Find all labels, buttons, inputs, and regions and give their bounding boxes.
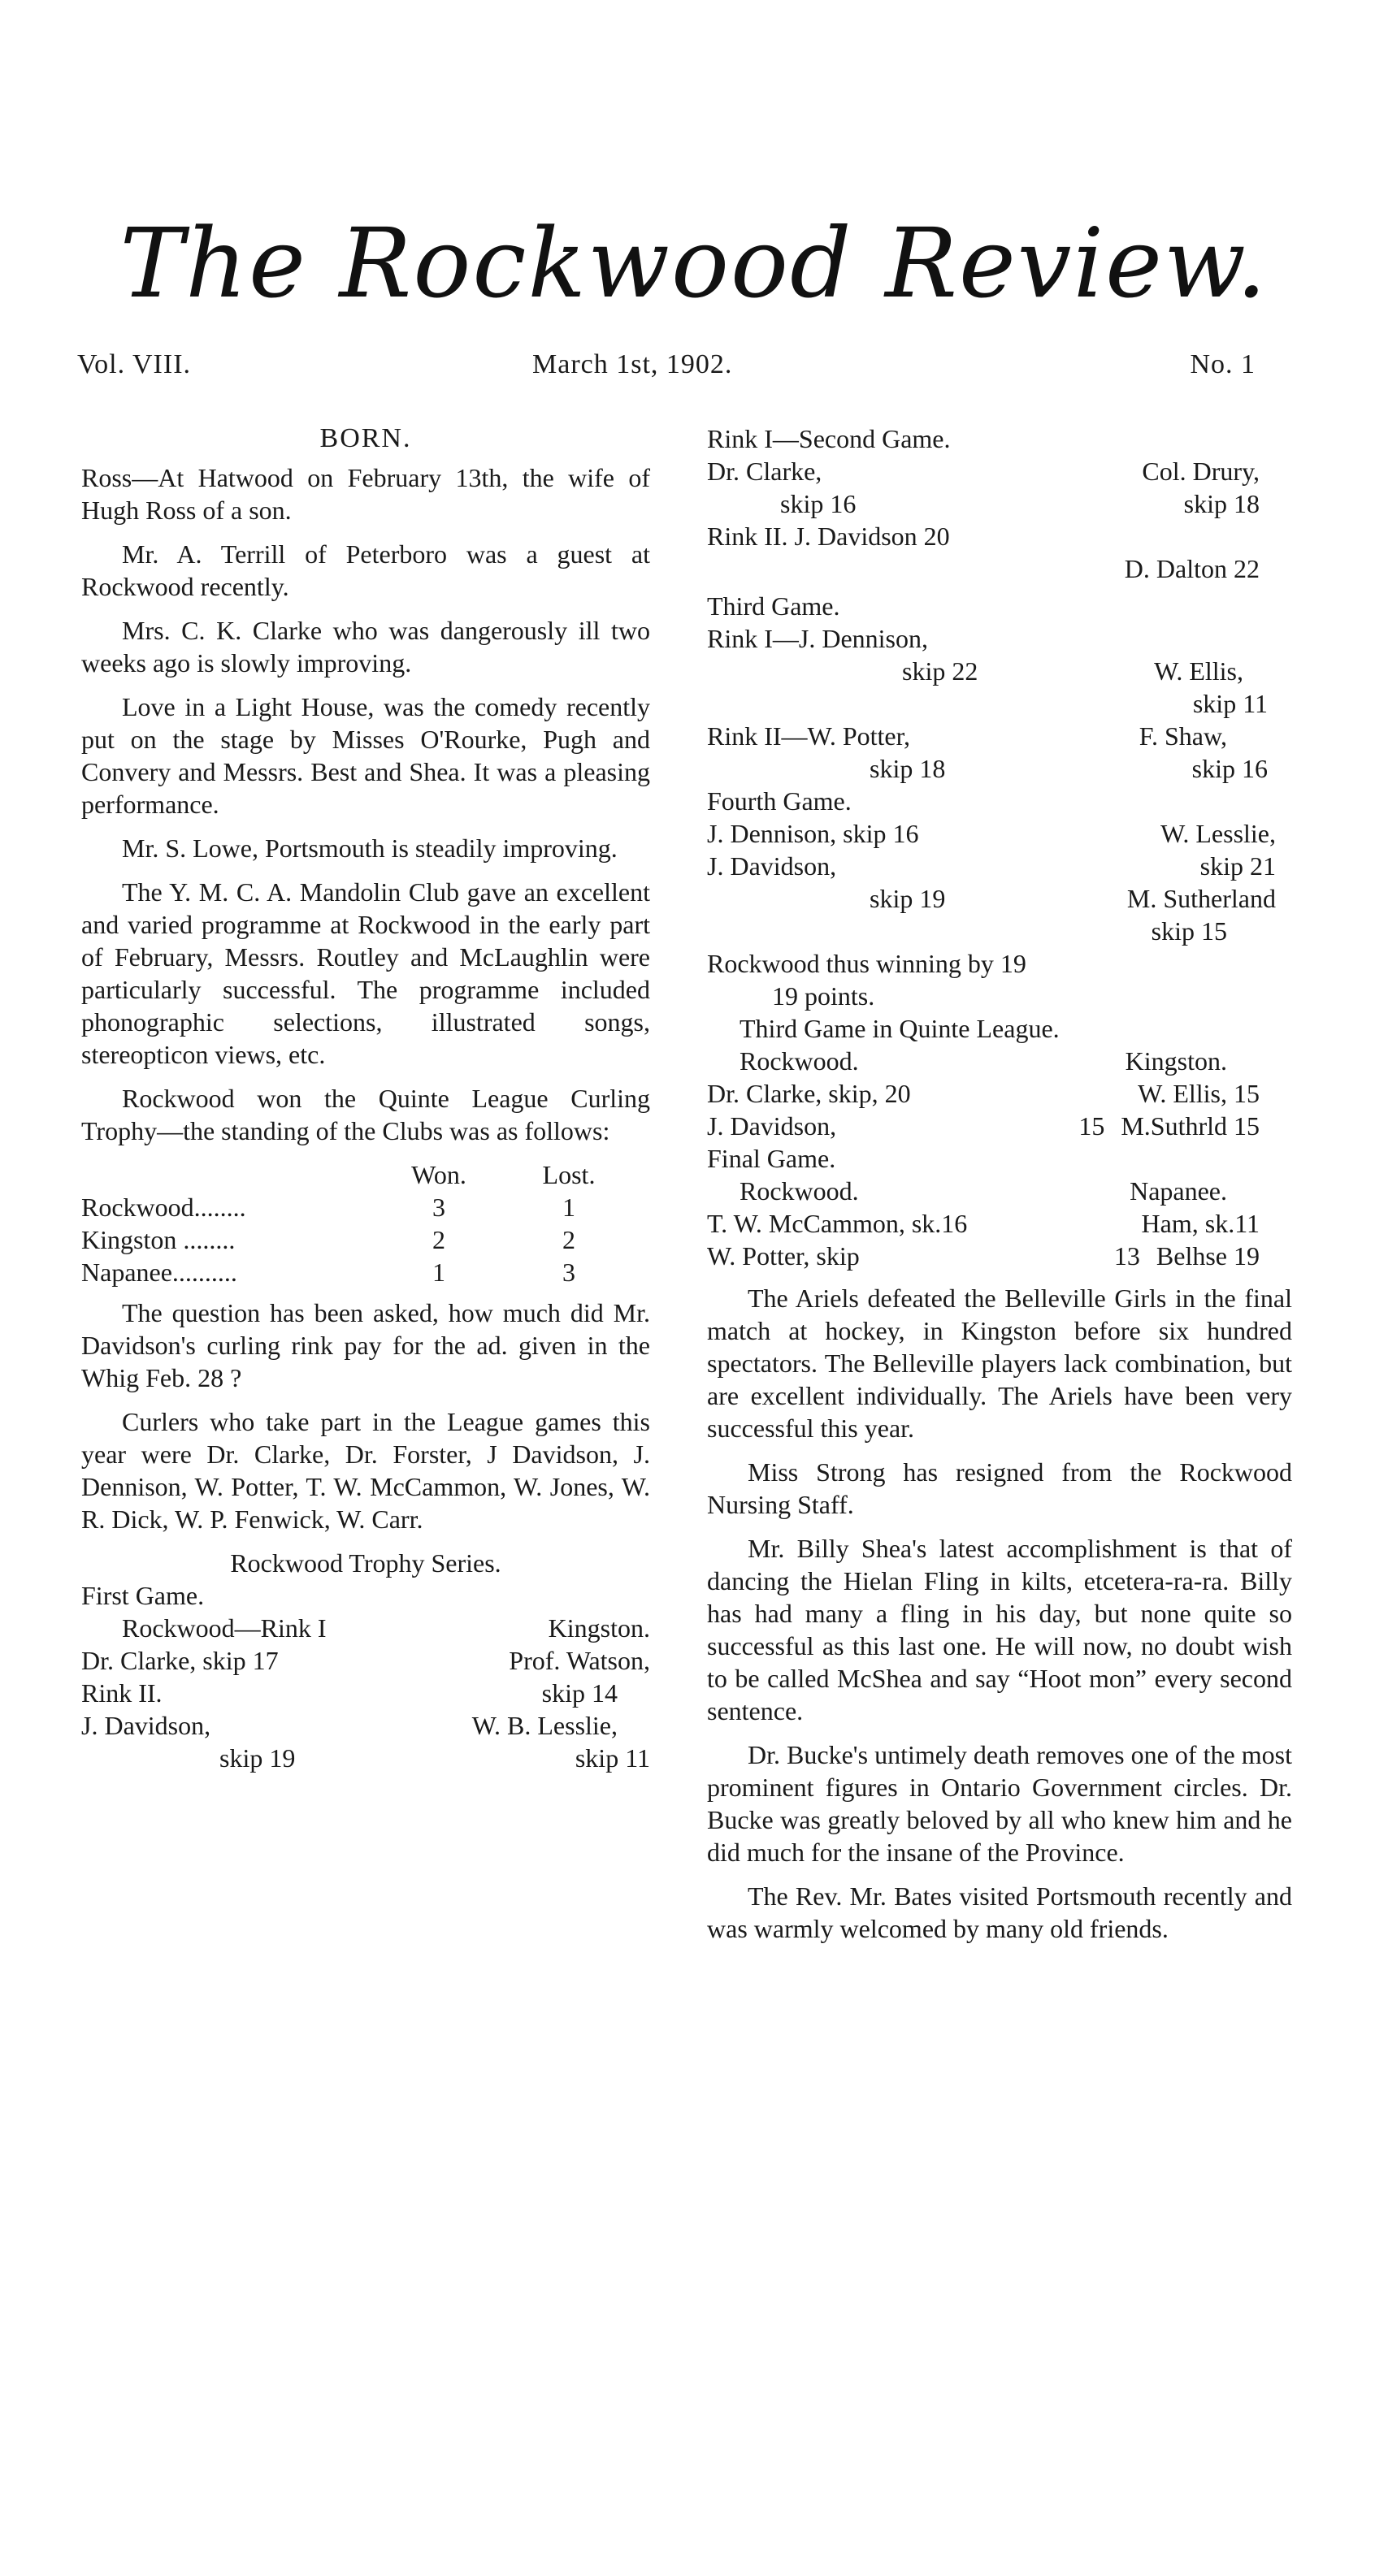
first-game-heading: First Game.	[81, 1581, 205, 1610]
left-column	[81, 422, 650, 1774]
first-game-team-a: Rockwood—Rink I	[122, 1613, 327, 1643]
third-game-row	[707, 720, 1292, 752]
won-header: Won.	[411, 1160, 466, 1189]
paragraph-shea: Mr. Billy Shea's latest accomplishment is that of dancing the Hielan Fling in kilts, etcetera-ra-ra. Billy has had many a fling in his day, but none quite so successful as this last one. He will now, no doubt wish to be called McShea and say “Hoot mon” every second sentence.	[707, 1534, 1292, 1725]
final-game-cell: Belhse 19	[1156, 1241, 1260, 1271]
fourth-game-cell: skip 19	[870, 884, 946, 913]
third-game-cell: skip 18	[870, 754, 946, 783]
fourth-game-cell: J. Dennison, skip 16	[707, 819, 919, 848]
first-game-team-b: Kingston.	[548, 1613, 650, 1643]
first-game-row	[81, 1644, 650, 1677]
first-game-cell: Prof. Watson,	[509, 1646, 650, 1675]
points-line: 19 points.	[772, 981, 875, 1011]
standings-header	[81, 1158, 650, 1191]
final-game-cell: 13	[1113, 1241, 1140, 1271]
second-game-line: Rink II. J. Davidson 20	[707, 522, 950, 551]
final-game-row	[707, 1207, 1292, 1240]
fourth-game-cell: skip 21	[1199, 851, 1276, 881]
first-game-cell: Dr. Clarke, skip 17	[81, 1646, 279, 1675]
paragraph-bates: The Rev. Mr. Bates visited Portsmouth recently and was warmly welcomed by many old friends.	[707, 1881, 1292, 1943]
second-game-cell: skip 18	[1183, 489, 1260, 518]
final-game-row	[707, 1175, 1292, 1207]
winning-line: Rockwood thus winning by 19	[707, 949, 1026, 978]
issue-number: No. 1	[1190, 349, 1256, 379]
second-game-cell: Dr. Clarke,	[707, 457, 822, 486]
born-heading: BORN.	[319, 423, 412, 453]
first-game-cell: Rink II.	[81, 1678, 163, 1708]
quinte-league-cell: Dr. Clarke, skip, 20	[707, 1079, 911, 1108]
quinte-league-row	[707, 1045, 1292, 1077]
third-game-cell: Rink II—W. Potter,	[707, 721, 910, 751]
first-game-cell: skip 19	[219, 1743, 296, 1773]
first-game-cell: skip 11	[575, 1743, 650, 1773]
quinte-league-team-a: Rockwood.	[740, 1046, 859, 1076]
first-game-cell: W. B. Lesslie,	[471, 1711, 618, 1740]
paragraph-question: The question has been asked, how much did Mr. Davidson's curling rink pay for the ad. given in the Whig Feb. 28 ?	[81, 1298, 650, 1392]
paragraph-bucke: Dr. Bucke's untimely death removes one of the most prominent figures in Ontario Government circles. Dr. Bucke was greatly beloved by all who knew him and he did much for the insane of the Province.	[707, 1740, 1292, 1867]
first-game-cell: skip 14	[541, 1678, 618, 1708]
final-game-cell: T. W. McCammon, sk.16	[707, 1209, 968, 1238]
table-row	[81, 1256, 650, 1288]
volume-label: Vol. VIII.	[77, 349, 192, 379]
quinte-league-team-b: Kingston.	[1125, 1046, 1227, 1076]
quinte-league-cell: W. Ellis, 15	[1138, 1079, 1260, 1108]
third-game-row	[707, 752, 1292, 785]
quinte-league-heading: Third Game in Quinte League.	[740, 1014, 1060, 1043]
fourth-game-cell: M. Sutherland	[1126, 884, 1276, 913]
paragraph-clarke: Mrs. C. K. Clarke who was dangerously ill two weeks ago is slowly improving.	[81, 616, 650, 678]
quinte-league-row	[707, 1110, 1292, 1142]
fourth-game-row	[707, 817, 1292, 850]
won-value: 1	[432, 1258, 445, 1287]
lost-header: Lost.	[542, 1160, 596, 1189]
third-game-cell: W. Ellis,	[1154, 656, 1243, 686]
lost-value: 3	[562, 1258, 575, 1287]
final-game-team-b: Napanee.	[1130, 1176, 1227, 1206]
table-row	[81, 1191, 650, 1223]
paragraph-love-light-house: Love in a Light House, was the comedy recently put on the stage by Misses O'Rourke, Pugh and Convery and Messrs. Best and Shea. It was a pleasing performance.	[81, 692, 650, 819]
second-game-line: D. Dalton 22	[1124, 554, 1260, 583]
final-game-cell: Ham, sk.11	[1141, 1209, 1260, 1238]
first-game-row	[81, 1742, 650, 1774]
paragraph-strong: Miss Strong has resigned from the Rockwood Nursing Staff.	[707, 1457, 1292, 1519]
table-row	[81, 1223, 650, 1256]
second-game-cell: Col. Drury,	[1142, 457, 1260, 486]
dateline	[77, 349, 1256, 390]
paragraph-ross: Ross—At Hatwood on February 13th, the wife of Hugh Ross of a son.	[81, 463, 650, 525]
fourth-game-row	[707, 850, 1292, 882]
paragraph-curlers: Curlers who take part in the League games this year were Dr. Clarke, Dr. Forster, J Davidson, J. Dennison, W. Potter, T. W. McCammon, W. Jones, W. R. Dick, W. P. Fenwick, W. Carr.	[81, 1407, 650, 1534]
first-game-row	[81, 1709, 650, 1742]
first-game-row	[81, 1677, 650, 1709]
paragraph-curling-trophy: Rockwood won the Quinte League Curling Trophy—the standing of the Clubs was as follows:	[81, 1084, 650, 1145]
second-game-heading: Rink I—Second Game.	[707, 424, 951, 453]
fourth-game-row	[707, 882, 1292, 915]
quinte-league-cell: J. Davidson,	[707, 1111, 837, 1141]
right-column	[707, 422, 1292, 1956]
masthead-title: The Rockwood Review.	[119, 207, 1269, 319]
final-game-heading: Final Game.	[707, 1144, 836, 1173]
third-game-cell: F. Shaw,	[1139, 721, 1227, 751]
third-game-cell: skip 22	[902, 656, 978, 686]
paragraph-lowe: Mr. S. Lowe, Portsmouth is steadily improving.	[122, 833, 618, 863]
third-game-cell: skip 16	[1191, 754, 1268, 783]
fourth-game-line: skip 15	[1151, 916, 1227, 946]
won-value: 2	[432, 1225, 445, 1254]
first-game-row	[81, 1612, 650, 1644]
second-game-row	[707, 455, 1292, 487]
club-name: Kingston ........	[81, 1225, 236, 1254]
quinte-league-cell: 15	[1078, 1111, 1105, 1141]
final-game-cell: W. Potter, skip	[707, 1241, 860, 1271]
third-game-line: Rink I—J. Dennison,	[707, 624, 928, 653]
issue-date: March 1st, 1902.	[532, 349, 733, 379]
third-game-heading: Third Game.	[707, 591, 840, 621]
final-game-row	[707, 1240, 1292, 1272]
lost-value: 2	[562, 1225, 575, 1254]
club-name: Napanee..........	[81, 1258, 237, 1287]
paragraph-ariels: The Ariels defeated the Belleville Girls in the final match at hockey, in Kingston before six hundred spectators. The Belleville players lack combination, but are excellent individually. The Ariels have been very successful this year.	[707, 1284, 1292, 1443]
third-game-row	[707, 655, 1292, 687]
first-game-cell: J. Davidson,	[81, 1711, 211, 1740]
trophy-series-heading: Rockwood Trophy Series.	[230, 1548, 501, 1578]
paragraph-terrill: Mr. A. Terrill of Peterboro was a guest at Rockwood recently.	[81, 539, 650, 601]
final-game-team-a: Rockwood.	[740, 1176, 859, 1206]
second-game-row	[707, 487, 1292, 520]
fourth-game-cell: J. Davidson,	[707, 851, 837, 881]
fourth-game-heading: Fourth Game.	[707, 786, 852, 816]
quinte-league-row	[707, 1077, 1292, 1110]
standings-table	[81, 1158, 650, 1288]
lost-value: 1	[562, 1193, 575, 1222]
second-game-cell: skip 16	[780, 489, 857, 518]
third-game-line: skip 11	[1192, 689, 1268, 718]
won-value: 3	[432, 1193, 445, 1222]
fourth-game-cell: W. Lesslie,	[1160, 819, 1276, 848]
club-name: Rockwood........	[81, 1193, 246, 1222]
paragraph-ymca: The Y. M. C. A. Mandolin Club gave an excellent and varied programme at Rockwood in the early part of February, Messrs. Routley and McLaughlin were particularly successful. The programme included phonographic selections, illustrated songs, stereopticon views, etc.	[81, 877, 650, 1069]
quinte-league-cell: M.Suthrld 15	[1121, 1111, 1260, 1141]
